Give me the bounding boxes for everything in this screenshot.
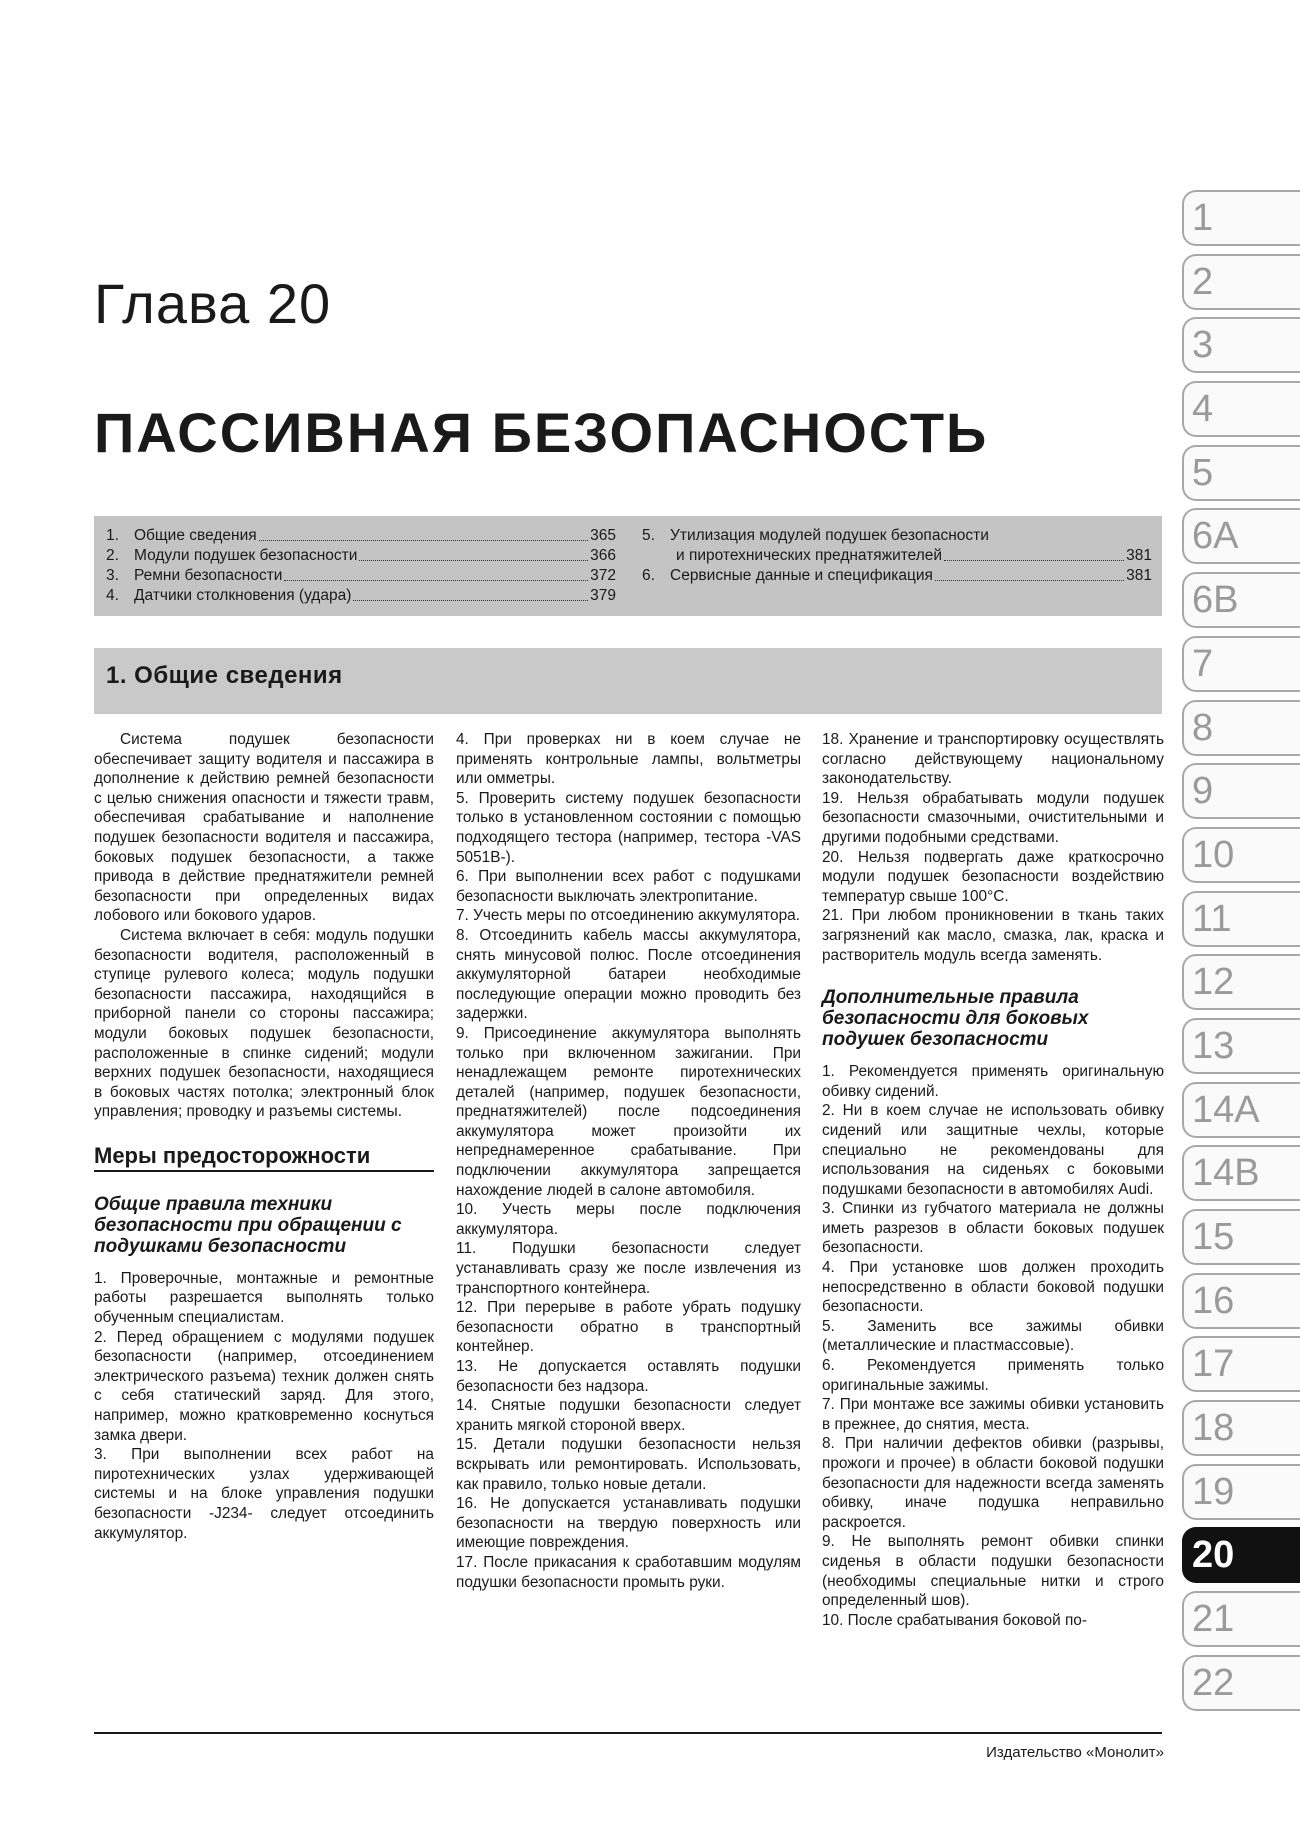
chapter-tabs bbox=[1182, 190, 1300, 1719]
toc-item[interactable]: 6. Сервисные данные и спецификация 381 bbox=[642, 567, 1152, 584]
list-item: 18. Хранение и транспортировку осуществлять согласно действующему национальному законодательству. bbox=[822, 731, 1164, 788]
list-item: 1. Рекомендуется применять оригинальную обивку сидений. bbox=[822, 1063, 1164, 1100]
list-item: 15. Детали подушки безопасности нельзя вскрывать или ремонтировать. Использовать, как правило, только новые детали. bbox=[456, 1436, 801, 1493]
chapter-tab[interactable]: 13 bbox=[1182, 1018, 1300, 1074]
list-item: 4. При установке шов должен проходить непосредственно в области боковой подушки безопасности. bbox=[822, 1259, 1164, 1316]
body-paragraph: Система подушек безопасности обеспечивает защиту водителя и пассажира в дополнение к действию ремней безопасности с целью снижения опасности и тяжести травм, обеспечивая срабатывание и наполнение подушек безопасности водителя и пассажира, боковых подушек безопасности, а также привода в действие преднатяжители ремней безопасности при определенных видах лобового или бокового ударов. bbox=[94, 731, 434, 925]
toc-item[interactable]: 3. Ремни безопасности 372 bbox=[106, 567, 616, 584]
toc-item-continuation[interactable]: и пиротехнических преднатяжителей 381 bbox=[676, 547, 1152, 564]
chapter-tab[interactable]: 15 bbox=[1182, 1209, 1300, 1265]
list-item: 4. При проверках ни в коем случае не применять контрольные лампы, вольтметры или омметры. bbox=[456, 731, 801, 788]
list-item: 6. Рекомендуется применять только оригинальные зажимы. bbox=[822, 1357, 1164, 1394]
table-of-contents bbox=[94, 516, 1162, 616]
chapter-tab[interactable]: 20 bbox=[1182, 1527, 1300, 1583]
list-item: 16. Не допускается устанавливать подушки безопасности на твердую поверхность или имеющие повреждения. bbox=[456, 1495, 801, 1552]
chapter-tab[interactable]: 9 bbox=[1182, 763, 1300, 819]
list-item: 6. При выполнении всех работ с подушками безопасности выключать электропитание. bbox=[456, 868, 801, 905]
list-item: 7. Учесть меры по отсоединению аккумулятора. bbox=[456, 907, 800, 925]
list-item: 11. Подушки безопасности следует устанавливать сразу же после извлечения из транспортного контейнера. bbox=[456, 1240, 801, 1297]
chapter-tab[interactable]: 14B bbox=[1182, 1145, 1300, 1201]
section-header bbox=[94, 648, 1162, 714]
list-item: 14. Снятые подушки безопасности следует хранить мягкой стороной вверх. bbox=[456, 1397, 801, 1434]
toc-item[interactable]: 1. Общие сведения 365 bbox=[106, 527, 616, 544]
list-item: 21. При любом проникновении в ткань таких загрязнений как масло, смазка, лак, краска и растворитель модуль всегда заменять. bbox=[822, 907, 1164, 964]
chapter-tab[interactable]: 18 bbox=[1182, 1400, 1300, 1456]
list-item: 9. Не выполнять ремонт обивки спинки сиденья в области подушки безопасности (необходимы специальные нитки и строго определенный шов). bbox=[822, 1533, 1164, 1610]
chapter-tab[interactable]: 21 bbox=[1182, 1591, 1300, 1647]
list-item: 9. Присоединение аккумулятора выполнять только при включенном зажигании. При ненадлежащем ремонте пиротехнических деталей (например, подушек безопасности, преднатяжителей) после подсоединения аккумулятора может произойти их непреднамеренное срабатывание. При подключении аккумулятора запрещается нахождение людей в салоне автомобиля. bbox=[456, 1024, 801, 1199]
list-item: 5. Проверить систему подушек безопасности только в установленном состоянии с помощью подходящего тестора (например, тестора -VAS 5051B-). bbox=[456, 789, 801, 866]
chapter-tab[interactable]: 17 bbox=[1182, 1336, 1300, 1392]
list-item: 7. При монтаже все зажимы обивки установить в прежнее, до снятия, места. bbox=[822, 1396, 1164, 1433]
toc-item[interactable]: 2. Модули подушек безопасности 366 bbox=[106, 547, 616, 564]
list-item: 8. При наличии дефектов обивки (разрывы, прожоги и прочее) в области боковой подушки безопасности для надежности всегда заменять обивку, иначе подушка неправильно раскроется. bbox=[822, 1435, 1164, 1531]
toc-item[interactable]: 4. Датчики столкновения (удара) 379 bbox=[106, 587, 616, 604]
toc-left-column bbox=[106, 526, 616, 606]
list-item: 8. Отсоединить кабель массы аккумулятора, снять минусовой полюс. После отсоединения аккумуляторной батареи необходимые последующие операции можно проводить без задержки. bbox=[456, 926, 801, 1023]
list-item: 3. Спинки из губчатого материала не должны иметь разрезов в области боковых подушек безопасности. bbox=[822, 1200, 1164, 1257]
chapter-tab[interactable]: 2 bbox=[1182, 254, 1300, 310]
chapter-tab[interactable]: 19 bbox=[1182, 1464, 1300, 1520]
chapter-tab[interactable]: 1 bbox=[1182, 190, 1300, 246]
list-item: 1. Проверочные, монтажные и ремонтные работы разрешается выполнять только обученным специалистам. bbox=[94, 1269, 434, 1327]
body-paragraph: Система включает в себя: модуль подушки безопасности водителя, расположенный в ступице рулевого колеса; модуль подушки безопасности пассажира, находящийся в приборной панели со стороны пассажира; модули боковых подушек безопасности, расположенные в спинке сидений; модули верхних подушек безопасности, находящиеся в боковых частях потолка; электронный блок управления; проводку и разъемы системы. bbox=[94, 926, 434, 1121]
list-item: 5. Заменить все зажимы обивки (металлические и пластмассовые). bbox=[822, 1317, 1164, 1355]
list-item: 2. Ни в коем случае не использовать обивку сидений или защитные чехлы, которые специально не рекомендованы для использования на сиденьях с боковыми подушками безопасности в автомобилях Audi. bbox=[822, 1102, 1164, 1198]
subheading-general-rules: Общие правила техники безопасности при обращении с подушками безопасности bbox=[94, 1193, 402, 1257]
chapter-tab[interactable]: 22 bbox=[1182, 1655, 1300, 1711]
list-item: 10. После срабатывания боковой по- bbox=[822, 1611, 1087, 1629]
chapter-tab[interactable]: 10 bbox=[1182, 827, 1300, 883]
footer-publisher: Издательство «Монолит» bbox=[986, 1744, 1164, 1761]
chapter-tab[interactable]: 11 bbox=[1182, 891, 1300, 947]
text-column-1 bbox=[94, 730, 434, 1543]
chapter-tab[interactable]: 4 bbox=[1182, 381, 1300, 437]
heading-precautions: Меры предосторожности bbox=[94, 1144, 434, 1172]
list-item: 13. Не допускается оставлять подушки безопасности без надзора. bbox=[456, 1358, 801, 1395]
list-item: 10. Учесть меры после подключения аккумулятора. bbox=[456, 1201, 801, 1238]
chapter-tab[interactable]: 16 bbox=[1182, 1273, 1300, 1329]
chapter-label: Глава 20 bbox=[94, 272, 332, 335]
toc-item[interactable]: 5. Утилизация модулей подушек безопасности bbox=[642, 527, 989, 544]
subheading-side-airbags: Дополнительные правила безопасности для боковых подушек безопасности bbox=[822, 987, 1089, 1051]
chapter-tab[interactable]: 8 bbox=[1182, 700, 1300, 756]
chapter-tab[interactable]: 6B bbox=[1182, 572, 1300, 628]
list-item: 2. Перед обращением с модулями подушек безопасности (например, отсоединением электрического разъема) техник должен снять с себя статический заряд. Для этого, например, можно кратковременно коснуться замка двери. bbox=[94, 1328, 434, 1444]
chapter-title: ПАССИВНАЯ БЕЗОПАСНОСТЬ bbox=[94, 401, 989, 464]
list-item: 3. При выполнении всех работ на пиротехнических узлах удерживающей системы и на блоке управления подушки безопасности -J234- следует отсоединить аккумулятор. bbox=[94, 1446, 434, 1542]
chapter-tab[interactable]: 5 bbox=[1182, 445, 1300, 501]
text-column-3 bbox=[822, 730, 1164, 1630]
chapter-tab[interactable]: 14A bbox=[1182, 1082, 1300, 1138]
text-column-2 bbox=[456, 730, 801, 1592]
chapter-tab[interactable]: 7 bbox=[1182, 636, 1300, 692]
footer-divider bbox=[94, 1732, 1162, 1734]
list-item: 20. Нельзя подвергать даже краткосрочно модули подушек безопасности воздействию температур свыше 100°C. bbox=[822, 848, 1164, 905]
section-title: 1. Общие сведения bbox=[106, 662, 343, 689]
list-item: 12. При перерыве в работе убрать подушку безопасности обратно в транспортный контейнер. bbox=[456, 1299, 801, 1356]
list-item: 17. После прикасания к сработавшим модулям подушки безопасности промыть руки. bbox=[456, 1553, 801, 1591]
list-item: 19. Нельзя обрабатывать модули подушек безопасности смазочными, очистительными и другими подобными средствами. bbox=[822, 789, 1164, 846]
chapter-tab[interactable]: 3 bbox=[1182, 317, 1300, 373]
toc-right-column bbox=[642, 526, 1152, 586]
chapter-tab[interactable]: 6A bbox=[1182, 508, 1300, 564]
chapter-tab[interactable]: 12 bbox=[1182, 954, 1300, 1010]
